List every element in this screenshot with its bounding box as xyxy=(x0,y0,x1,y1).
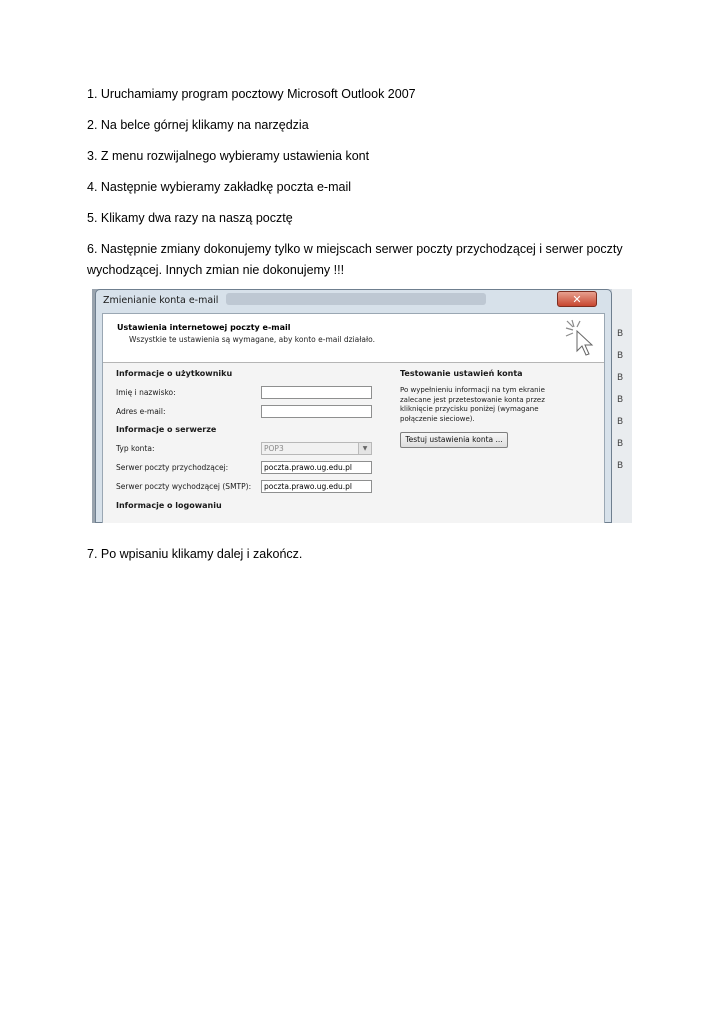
section-login-info: Informacje o logowaniu xyxy=(116,501,222,510)
dialog-header xyxy=(103,314,604,363)
header-title: Ustawienia internetowej poczty e-mail xyxy=(117,323,291,332)
label-email: Adres e-mail: xyxy=(116,407,166,416)
step-2: 2. Na belce górnej klikamy na narzędzia xyxy=(87,118,309,132)
chevron-down-icon: ▼ xyxy=(358,443,371,454)
cursor-sparkle-icon xyxy=(564,318,598,358)
label-account-type: Typ konta: xyxy=(116,444,155,453)
step-4: 4. Następnie wybieramy zakładkę poczta e-mail xyxy=(87,180,352,194)
label-incoming-server: Serwer poczty przychodzącej: xyxy=(116,463,229,472)
email-field[interactable] xyxy=(261,405,372,418)
section-user-info: Informacje o użytkowniku xyxy=(116,369,233,378)
test-account-button[interactable]: Testuj ustawienia konta ... xyxy=(400,432,508,448)
close-icon: ✕ xyxy=(572,293,582,306)
label-name: Imię i nazwisko: xyxy=(116,388,176,397)
step-3: 3. Z menu rozwijalnego wybieramy ustawienia kont xyxy=(87,149,370,163)
outgoing-server-field[interactable]: poczta.prawo.ug.edu.pl xyxy=(261,480,372,493)
name-field[interactable] xyxy=(261,386,372,399)
blurred-toolbar xyxy=(226,293,486,305)
test-description: Po wypełnieniu informacji na tym ekranie zalecane jest przetestowanie konta przez kliknięcie przycisku poniżej (wymagane połączenie sieciowe). xyxy=(400,386,545,423)
header-subtitle: Wszystkie te ustawienia są wymagane, aby konto e-mail działało. xyxy=(129,335,375,344)
section-test-settings: Testowanie ustawień konta xyxy=(400,369,523,378)
outlook-screenshot xyxy=(92,289,632,523)
step-7: 7. Po wpisaniu klikamy dalej i zakończ. xyxy=(87,547,303,561)
label-outgoing-server: Serwer poczty wychodzącej (SMTP): xyxy=(116,482,252,491)
dialog-title: Zmienianie konta e-mail xyxy=(103,295,219,306)
dialog-body xyxy=(102,313,605,523)
step-5: 5. Klikamy dwa razy na naszą pocztę xyxy=(87,211,293,225)
change-account-dialog xyxy=(95,289,612,523)
step-6: 6. Następnie zmiany dokonujemy tylko w miejscach serwer poczty przychodzącej i serwer poczty wychodzącej. Innych zmian nie dokonujemy !!! xyxy=(87,242,623,277)
account-type-value: POP3 xyxy=(264,444,284,453)
incoming-server-field[interactable]: poczta.prawo.ug.edu.pl xyxy=(261,461,372,474)
account-type-select[interactable] xyxy=(261,442,372,455)
close-button[interactable] xyxy=(557,291,597,307)
step-1: 1. Uruchamiamy program pocztowy Microsoft Outlook 2007 xyxy=(87,87,416,101)
background-window-right: B B B B B B B xyxy=(612,289,632,523)
section-server-info: Informacje o serwerze xyxy=(116,425,217,434)
